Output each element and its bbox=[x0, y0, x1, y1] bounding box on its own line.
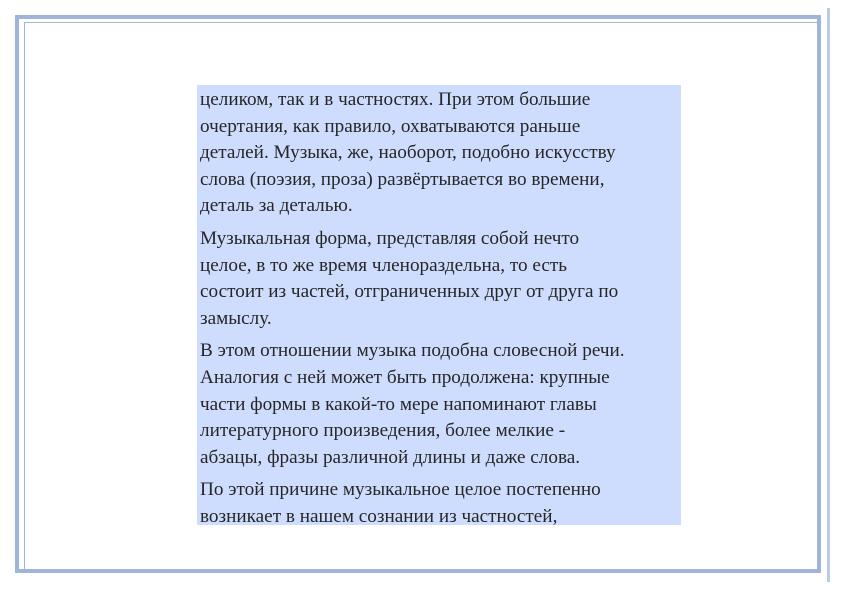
slide-frame-edge bbox=[827, 8, 830, 582]
paragraph-2: Музыкальная форма, представляя собой нечто целое, в то же время членораздельна, то есть состоит из частей, отграниченных друг от друга по замыслу. bbox=[200, 227, 619, 329]
slide-text-box bbox=[197, 85, 681, 525]
paragraph-3: В этом отношении музыка подобна словесной речи. Аналогия с ней может быть продолжена: крупные части формы в какой-то мере напоминают главы литературного произведения, более мелкие - абзацы, фразы различной длины и даже слова. bbox=[200, 340, 625, 468]
paragraph-4: По этой причине музыкальное целое постепенно возникает в нашем сознании из частностей, bbox=[200, 479, 601, 527]
paragraph-1: целиком, так и в частностях. При этом большие очертания, как правило, охватываются раньше деталей. Музыка, же, наоборот, подобно искусству слова (поэзия, проза) развёртывается во времени, деталь за деталью. bbox=[200, 89, 616, 217]
